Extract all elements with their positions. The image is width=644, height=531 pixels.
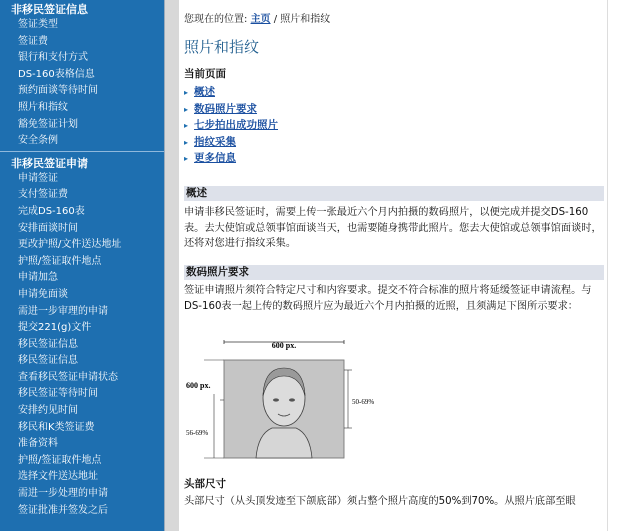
sidebar-link[interactable]: 需进一步审理的申请 — [18, 305, 108, 317]
sidebar-link[interactable]: 完成DS-160表 — [18, 205, 85, 217]
sidebar-link[interactable]: DS-160表格信息 — [18, 68, 95, 80]
arrow-icon: ▸ — [184, 104, 189, 114]
breadcrumb — [184, 10, 330, 25]
toc-item — [184, 150, 278, 167]
sidebar-separator — [164, 0, 179, 531]
breadcrumb-current: 照片和指纹 — [280, 14, 331, 25]
sidebar-link[interactable]: 提交221(g)文件 — [18, 322, 92, 334]
sidebar-link[interactable]: 护照/签证取件地点 — [18, 454, 102, 466]
overview-heading: 概述 — [184, 186, 604, 201]
sidebar-link[interactable]: 选择文件送达地址 — [18, 471, 98, 483]
right-border — [607, 0, 608, 531]
sidebar-link[interactable]: 需进一步处理的申请 — [18, 488, 108, 500]
breadcrumb-separator: / — [270, 14, 281, 25]
toc-link[interactable]: 概述 — [194, 86, 216, 98]
toc-item — [184, 84, 278, 101]
sidebar-link[interactable]: 照片和指纹 — [18, 101, 68, 113]
sidebar-link[interactable]: 申请免面谈 — [18, 288, 68, 300]
head-size-text: 头部尺寸（从头顶发迹至下颌底部）须占整个照片高度的50%到70%。从照片底部至眼 — [184, 496, 576, 507]
sidebar-link[interactable]: 准备资料 — [18, 438, 58, 450]
page-title: 照片和指纹 — [184, 38, 260, 56]
right-eye — [289, 398, 295, 401]
sidebar-link[interactable]: 移民签证信息 — [18, 338, 78, 350]
eye-ratio-label: 56-69% — [186, 429, 209, 437]
toc-link[interactable]: 更多信息 — [194, 152, 237, 165]
sidebar-section-title: 非移民签证申请 — [11, 156, 88, 170]
toc-item — [184, 117, 278, 134]
head-ratio-label: 50-69% — [352, 398, 374, 406]
main-content — [184, 0, 604, 531]
toc-link[interactable]: 指纹采集 — [194, 135, 237, 148]
sidebar-link[interactable]: 申请签证 — [18, 172, 58, 184]
toc-item — [184, 101, 278, 118]
sidebar-link[interactable]: 申请加急 — [18, 272, 58, 284]
sidebar-link[interactable]: 安排约见时间 — [18, 405, 78, 417]
sidebar-link[interactable]: 查看移民签证申请状态 — [18, 371, 118, 383]
photo-requirements-text: 签证申请照片须符合特定尺寸和内容要求。提交不符合标准的照片将延缓签证申请流程。与DS-160表一起上传的数码照片应为最近六个月内拍摄的近照，且须满足下图所示要求： — [184, 285, 592, 312]
table-of-contents — [184, 84, 278, 167]
arrow-icon: ▸ — [184, 88, 189, 97]
height-label: 600 px. — [186, 381, 211, 390]
toc-link[interactable]: 数码照片要求 — [194, 102, 258, 115]
sidebar-link[interactable]: 安排面谈时间 — [18, 222, 78, 234]
sidebar-link[interactable]: 更改护照/文件送达地址 — [18, 239, 122, 251]
sidebar-link[interactable]: 签证批准并签发之后 — [18, 504, 108, 516]
sidebar-section-title: 非移民签证信息 — [11, 3, 88, 16]
current-page-heading: 当前页面 — [184, 68, 226, 80]
overview-text: 申请非移民签证时，需要上传一张最近六个月内拍摄的数码照片，以便完成并提交DS-160表。去大使馆或总领事馆面谈当天，也需要随身携带此照片。您去大使馆或总领事馆面谈时，还将对您进行指纹采集。 — [184, 207, 602, 250]
width-label: 600 px. — [271, 341, 297, 350]
toc-item — [184, 134, 278, 151]
photo-requirements-heading: 数码照片要求 — [184, 265, 604, 280]
sidebar-link[interactable]: 预约面谈等待时间 — [18, 85, 98, 97]
arrow-icon: ▸ — [184, 154, 189, 164]
photo-diagram-svg — [184, 338, 374, 460]
sidebar-link[interactable]: 移民签证信息 — [18, 355, 78, 367]
sidebar-link[interactable]: 移民签证等待时间 — [18, 388, 98, 400]
arrow-icon: ▸ — [184, 121, 189, 131]
breadcrumb-prefix: 您现在的位置: — [184, 14, 251, 25]
sidebar — [0, 0, 164, 531]
sidebar-link[interactable]: 护照/签证取件地点 — [18, 255, 102, 267]
arrow-icon: ▸ — [184, 137, 189, 147]
sidebar-link[interactable]: 银行和支付方式 — [18, 52, 88, 64]
toc-link[interactable]: 七步拍出成功照片 — [194, 119, 279, 132]
photo-dimensions-diagram — [184, 338, 374, 460]
sidebar-link[interactable]: 移民和K类签证费 — [18, 421, 95, 433]
sidebar-link[interactable]: 签证类型 — [18, 19, 58, 30]
left-eye — [273, 398, 279, 401]
breadcrumb-home-link[interactable]: 主页 — [250, 14, 271, 25]
head-size-heading: 头部尺寸 — [184, 478, 226, 490]
sidebar-link[interactable]: 支付签证费 — [18, 189, 68, 201]
sidebar-link[interactable]: 签证费 — [18, 35, 48, 47]
sidebar-link[interactable]: 安全条例 — [18, 135, 58, 147]
sidebar-divider — [0, 151, 164, 152]
sidebar-link[interactable]: 豁免签证计划 — [18, 118, 78, 130]
